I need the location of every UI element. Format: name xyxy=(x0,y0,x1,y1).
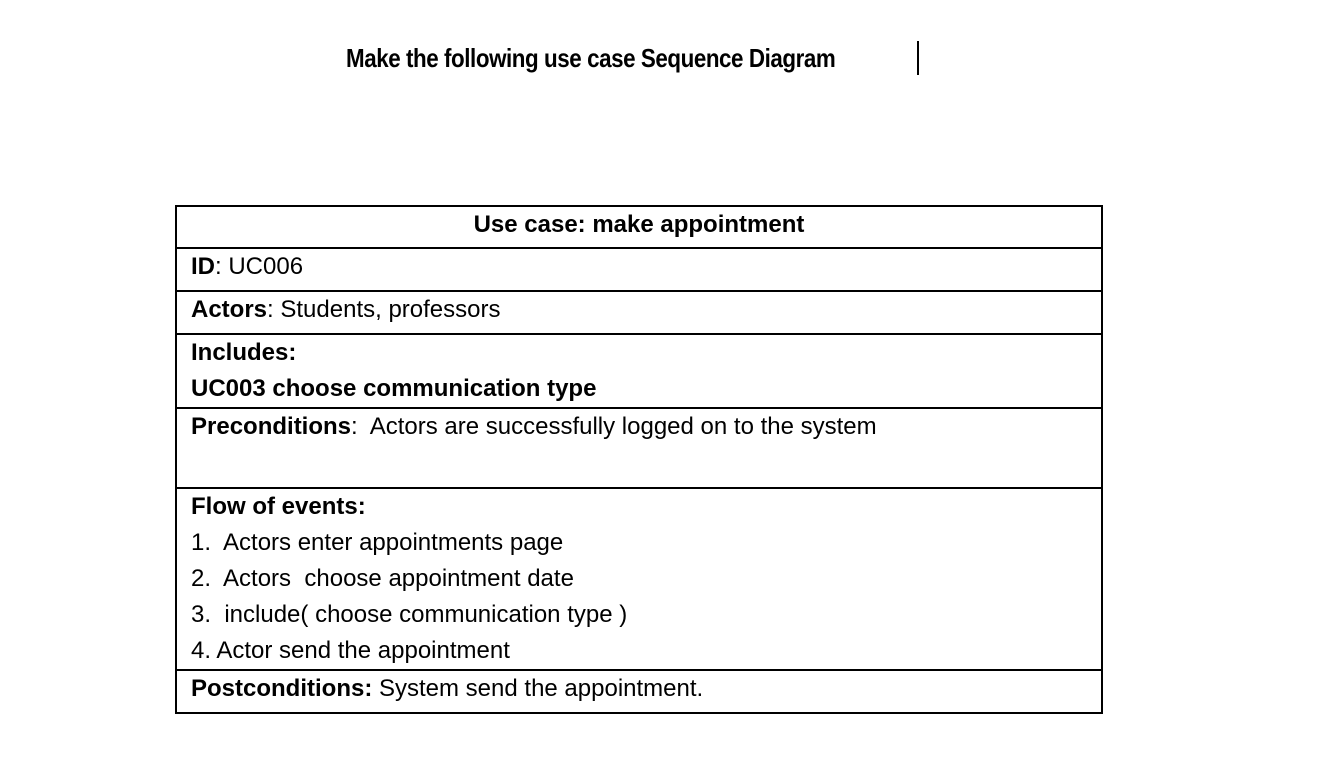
preconditions-label: Preconditions xyxy=(191,413,352,440)
postconditions-row xyxy=(176,670,1102,713)
use-case-table xyxy=(175,205,1103,714)
preconditions-value: Actors are successfully logged on to the system xyxy=(369,413,877,440)
id-separator: : xyxy=(215,253,229,280)
flow-step: 2. Actors choose appointment date xyxy=(191,565,574,592)
postconditions-value: System send the appointment. xyxy=(379,675,704,702)
flow-row xyxy=(176,488,1102,670)
actors-separator: : xyxy=(267,296,281,323)
preconditions-separator: : xyxy=(351,413,370,440)
preconditions-row xyxy=(176,408,1102,488)
actors-value: Students, professors xyxy=(280,296,501,323)
id-row xyxy=(176,248,1102,291)
flow-cell xyxy=(176,488,1102,670)
use-case-header: Use case: make appointment xyxy=(176,206,1102,248)
postconditions-separator xyxy=(372,675,379,702)
document-title[interactable]: Make the following use case Sequence Diagram xyxy=(346,42,836,73)
includes-row xyxy=(176,334,1102,408)
use-case-header-row xyxy=(176,206,1102,248)
actors-cell xyxy=(176,291,1102,334)
id-label: ID xyxy=(191,253,215,280)
includes-value: UC003 choose communication type xyxy=(191,375,597,402)
flow-step: 1. Actors enter appointments page xyxy=(191,529,564,556)
preconditions-cell xyxy=(176,408,1102,488)
includes-cell xyxy=(176,334,1102,408)
flow-label: Flow of events: xyxy=(191,493,366,520)
text-cursor xyxy=(917,41,919,75)
flow-step: 4. Actor send the appointment xyxy=(191,637,510,664)
actors-label: Actors xyxy=(191,296,268,323)
postconditions-cell xyxy=(176,670,1102,713)
id-cell xyxy=(176,248,1102,291)
actors-row xyxy=(176,291,1102,334)
flow-step: 3. include( choose communication type ) xyxy=(191,601,628,628)
postconditions-label: Postconditions: xyxy=(191,675,373,702)
document-title-line[interactable] xyxy=(346,38,919,78)
includes-label: Includes: xyxy=(191,339,297,366)
id-value: UC006 xyxy=(228,253,304,280)
